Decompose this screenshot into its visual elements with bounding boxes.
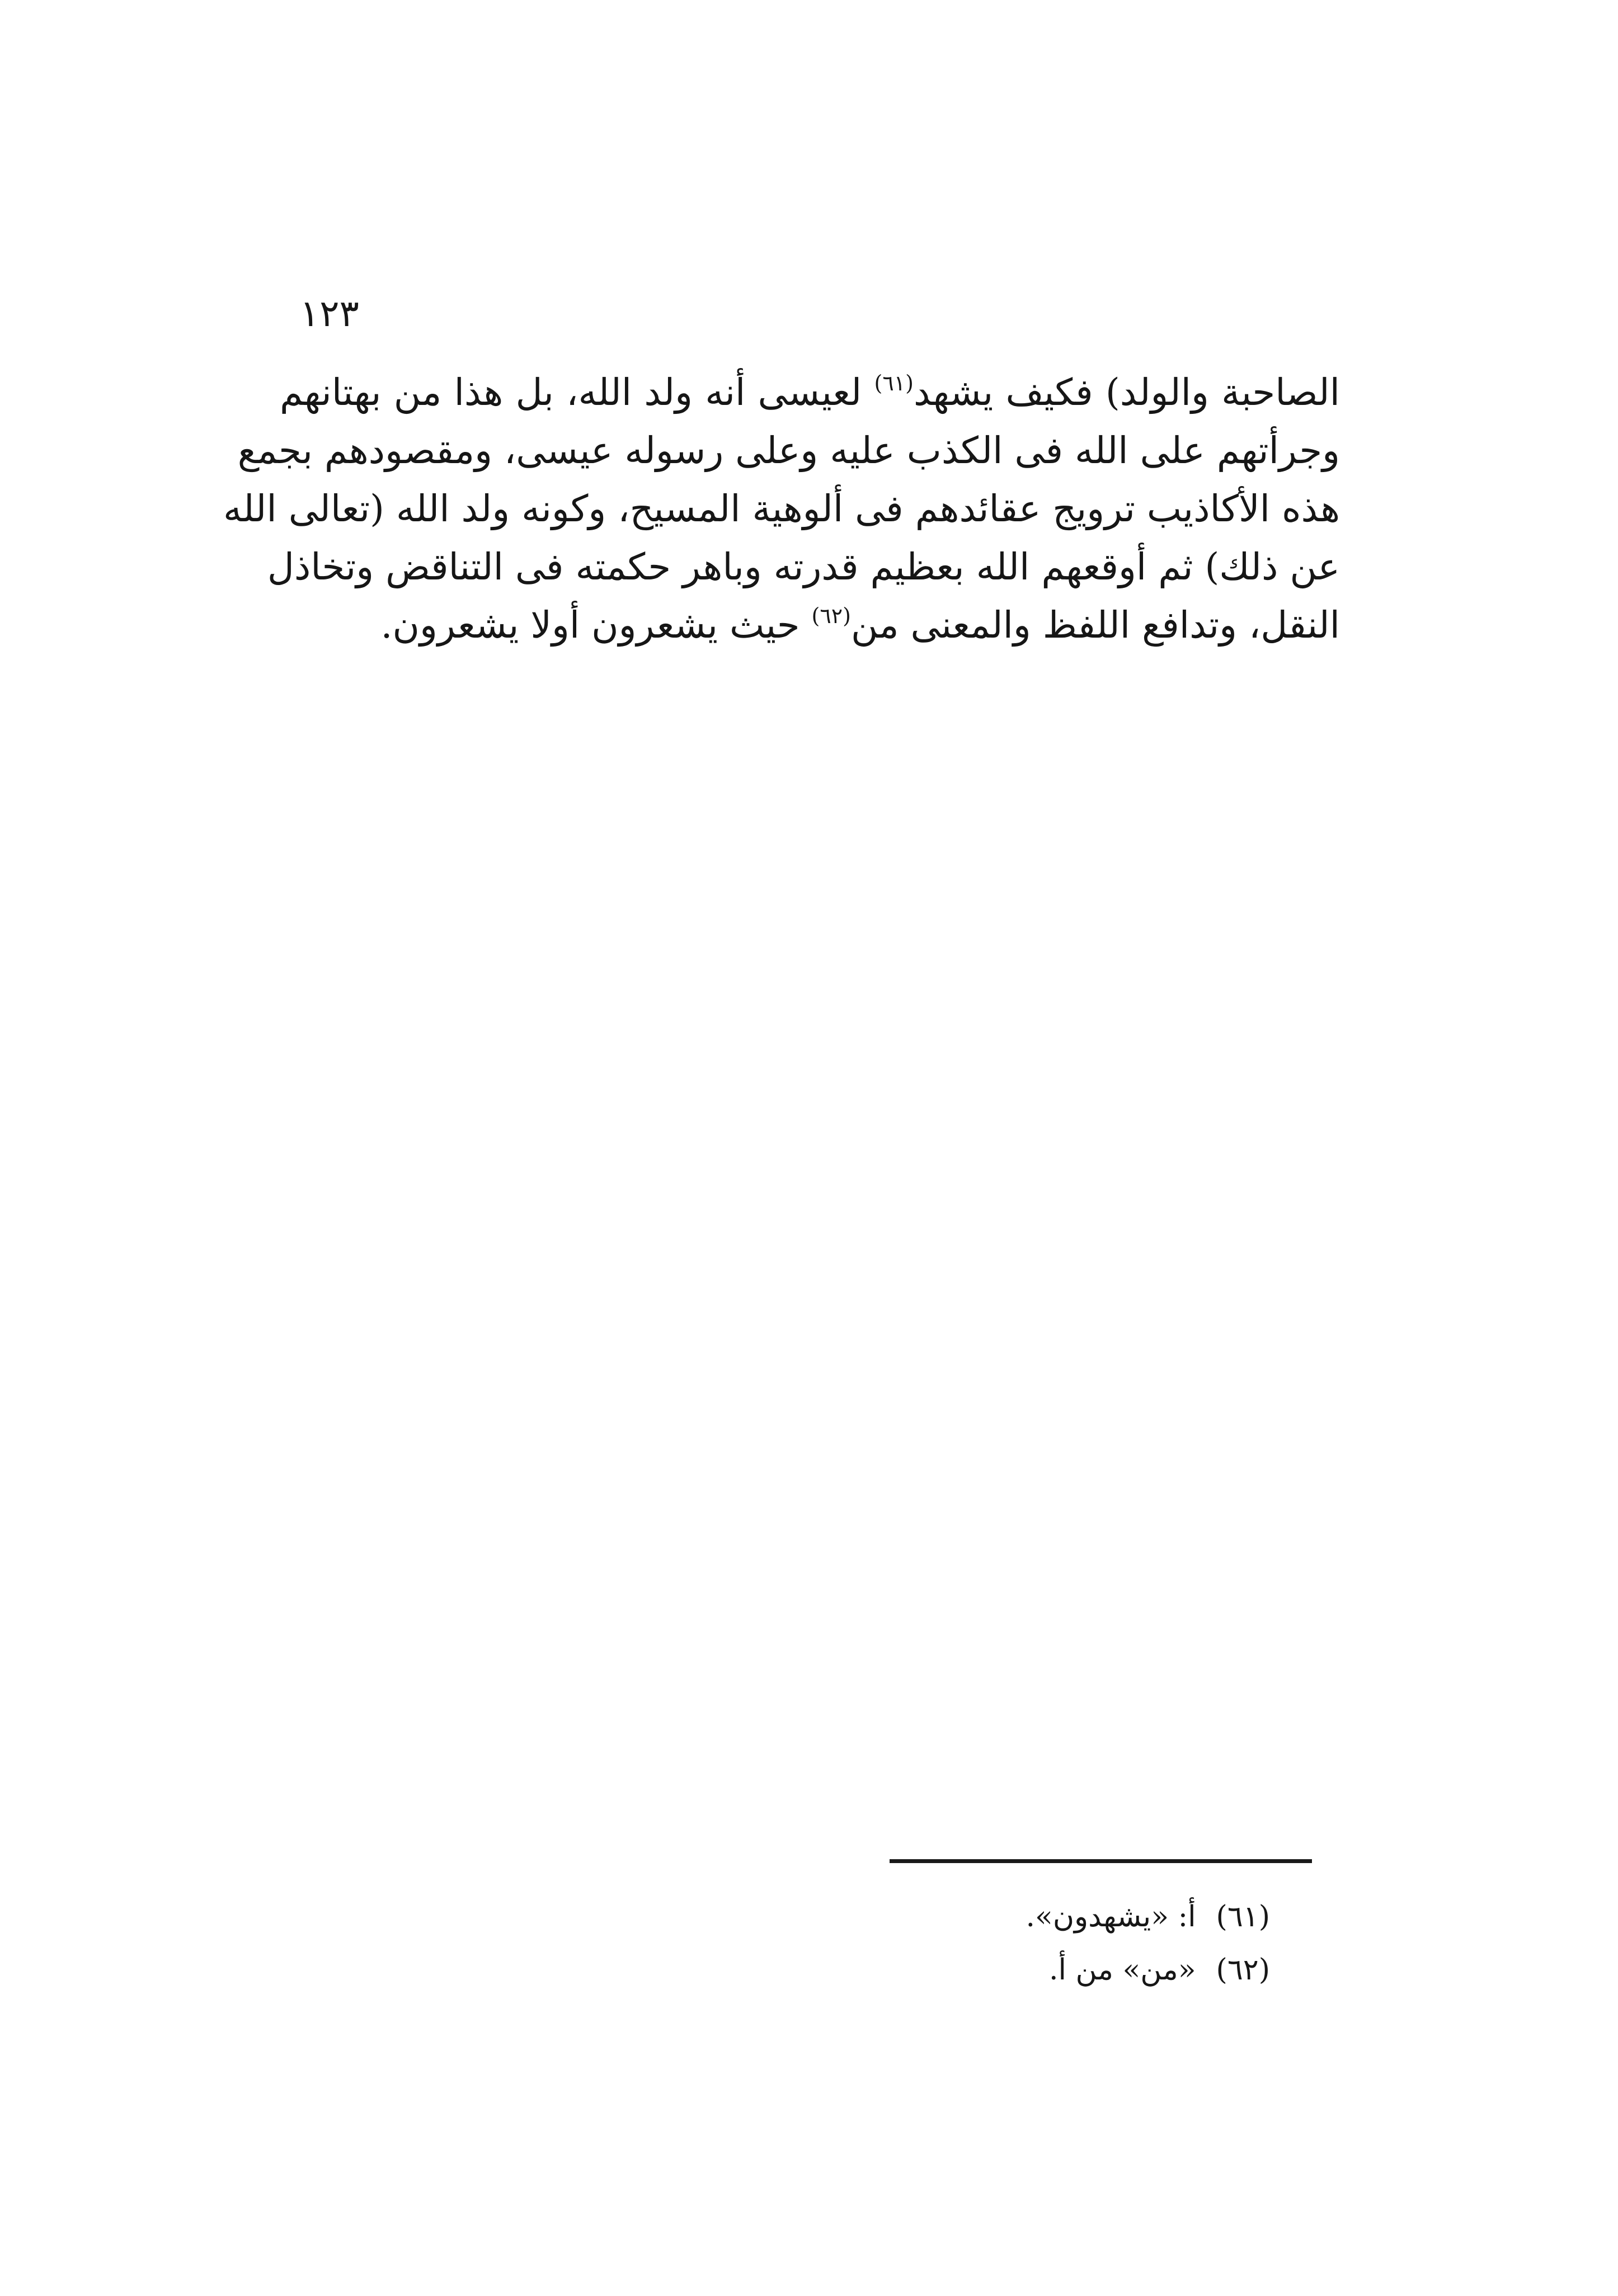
footnotes <box>906 1890 1270 1997</box>
line-5-part-1: النقل، وتدافع اللفظ والمعنى من <box>850 604 1340 647</box>
line-3-part-1: هذه الأكاذيب ترويج عقائدهم فى ألوهية المسيح، وكونه ولد الله (تعالى الله <box>223 487 1340 530</box>
body-text <box>223 364 1340 654</box>
text-line-4 <box>267 538 1340 596</box>
footnote-separator <box>890 1859 1312 1863</box>
line-1-part-1: الصاحبة والولد) فكيف يشهد <box>913 371 1340 414</box>
text-line-2 <box>237 422 1340 480</box>
footnote-61 <box>906 1890 1270 1944</box>
text-line-1 <box>280 364 1340 422</box>
footnote-number: (٦١) <box>1216 1900 1270 1934</box>
footnote-62 <box>906 1944 1270 1997</box>
footnote-ref-62[interactable]: (٦٢) <box>811 604 851 628</box>
line-1-part-2: لعيسى أنه ولد الله، بل هذا من بهتانهم <box>280 371 874 414</box>
text-line-5 <box>280 596 1340 654</box>
line-5-part-2: حيث يشعرون أولا يشعرون. <box>380 604 812 647</box>
page-number: ١٢٣ <box>299 292 359 335</box>
footnote-ref-61[interactable]: (٦١) <box>874 371 914 395</box>
footnote-number: (٦٢) <box>1216 1953 1270 1987</box>
text-line-3 <box>223 480 1340 538</box>
footnote-text: أ: «يشهدون». <box>1026 1900 1196 1934</box>
footnote-text: «من» من أ. <box>1049 1953 1196 1987</box>
line-4-part-1: عن ذلك) ثم أوقعهم الله بعظيم قدرته وباهر حكمته فى التناقض وتخاذل <box>267 545 1340 588</box>
line-2-part-1: وجرأتهم على الله فى الكذب عليه وعلى رسوله عيسى، ومقصودهم بجمع <box>237 429 1340 472</box>
